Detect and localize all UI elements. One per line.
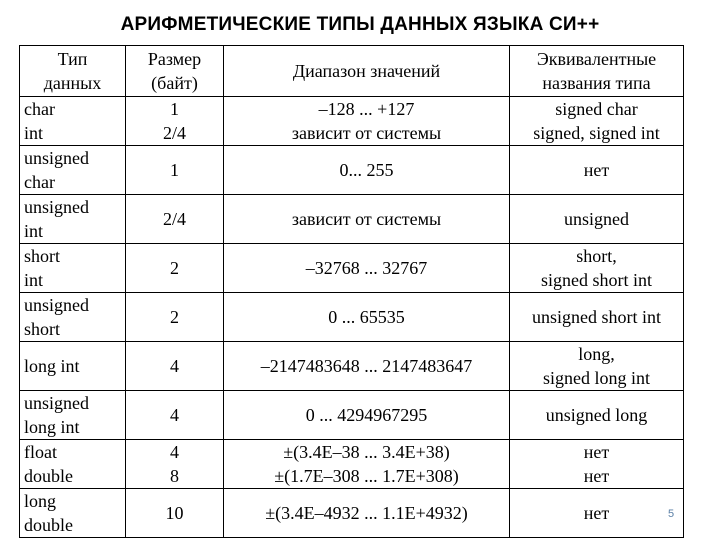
type-name: int bbox=[24, 221, 44, 241]
header-type-cell bbox=[20, 46, 126, 97]
header-range-line: Диапазон значений bbox=[292, 61, 441, 81]
type-cell bbox=[20, 146, 126, 195]
type-name: char bbox=[24, 172, 55, 192]
table-row bbox=[20, 489, 684, 538]
type-name: unsigned bbox=[24, 393, 89, 413]
table-row bbox=[20, 244, 684, 293]
range-value: зависит от системы bbox=[291, 123, 442, 143]
size-value: 1 bbox=[170, 99, 179, 119]
header-equiv-cell bbox=[510, 46, 684, 97]
size-value: 4 bbox=[170, 405, 179, 425]
size-value: 2/4 bbox=[162, 209, 186, 229]
type-cell bbox=[20, 195, 126, 244]
range-cell bbox=[224, 97, 510, 146]
equiv-cell bbox=[510, 489, 684, 538]
header-range-cell bbox=[224, 46, 510, 97]
equiv-cell bbox=[510, 244, 684, 293]
equiv-cell bbox=[510, 97, 684, 146]
table-row bbox=[20, 97, 684, 146]
equiv-cell bbox=[510, 342, 684, 391]
equiv-value: long, bbox=[578, 344, 615, 364]
type-name: double bbox=[24, 515, 73, 535]
type-name: char bbox=[24, 99, 55, 119]
size-cell bbox=[126, 195, 224, 244]
size-value: 10 bbox=[165, 503, 184, 523]
type-cell bbox=[20, 391, 126, 440]
size-cell bbox=[126, 440, 224, 489]
type-name: long int bbox=[24, 417, 80, 437]
range-value: ±(3.4E–4932 ... 1.1E+4932) bbox=[265, 503, 468, 523]
size-cell bbox=[126, 293, 224, 342]
type-name: short bbox=[24, 319, 60, 339]
type-name: int bbox=[24, 270, 44, 290]
header-size-line: (байт) bbox=[151, 73, 198, 93]
header-type-line: данных bbox=[43, 73, 102, 93]
header-equiv-line: Эквивалентные bbox=[536, 49, 657, 69]
header-equiv-line: названия типа bbox=[542, 73, 651, 93]
equiv-value: unsigned long bbox=[545, 405, 648, 425]
type-name: long bbox=[24, 491, 57, 511]
range-cell bbox=[224, 342, 510, 391]
size-value: 8 bbox=[170, 466, 179, 486]
size-value: 4 bbox=[170, 356, 179, 376]
equiv-cell bbox=[510, 391, 684, 440]
size-cell bbox=[126, 244, 224, 293]
data-types-table bbox=[19, 45, 684, 538]
size-value: 1 bbox=[170, 160, 179, 180]
equiv-value: signed long int bbox=[543, 368, 650, 388]
type-name: double bbox=[24, 466, 73, 486]
range-cell bbox=[224, 391, 510, 440]
equiv-cell bbox=[510, 195, 684, 244]
equiv-value: нет bbox=[583, 442, 610, 462]
size-cell bbox=[126, 146, 224, 195]
range-cell bbox=[224, 440, 510, 489]
table-row bbox=[20, 440, 684, 489]
equiv-cell bbox=[510, 440, 684, 489]
type-name: int bbox=[24, 123, 44, 143]
type-name: long int bbox=[24, 356, 80, 376]
slide-title: АРИФМЕТИЧЕСКИЕ ТИПЫ ДАННЫХ ЯЗЫКА СИ++ bbox=[120, 14, 600, 35]
range-cell bbox=[224, 195, 510, 244]
range-value: 0 ... 4294967295 bbox=[305, 405, 428, 425]
size-value: 2 bbox=[170, 258, 179, 278]
size-value: 4 bbox=[170, 442, 179, 462]
table-row bbox=[20, 195, 684, 244]
range-cell bbox=[224, 244, 510, 293]
equiv-value: нет bbox=[583, 466, 610, 486]
type-name: unsigned bbox=[24, 197, 89, 217]
header-size-cell bbox=[126, 46, 224, 97]
type-name: short bbox=[24, 246, 60, 266]
range-value: –128 ... +127 bbox=[318, 99, 415, 119]
equiv-value: нет bbox=[583, 160, 610, 180]
equiv-value: short, bbox=[576, 246, 617, 266]
equiv-value: unsigned short int bbox=[532, 307, 661, 327]
range-value: –32768 ... 32767 bbox=[305, 258, 428, 278]
range-value: 0... 255 bbox=[339, 160, 394, 180]
size-cell bbox=[126, 97, 224, 146]
range-value: ±(3.4E–38 ... 3.4E+38) bbox=[283, 442, 450, 462]
size-value: 2/4 bbox=[162, 123, 186, 143]
page-number: 5 bbox=[668, 508, 675, 520]
range-value: –2147483648 ... 2147483647 bbox=[260, 356, 473, 376]
equiv-value: signed char bbox=[555, 99, 638, 119]
range-value: ±(1.7E–308 ... 1.7E+308) bbox=[274, 466, 459, 486]
header-row bbox=[20, 46, 684, 97]
table-row bbox=[20, 342, 684, 391]
type-cell bbox=[20, 293, 126, 342]
equiv-cell bbox=[510, 146, 684, 195]
type-name: unsigned bbox=[24, 295, 89, 315]
header-type-line: Тип bbox=[57, 49, 88, 69]
type-cell bbox=[20, 440, 126, 489]
size-value: 2 bbox=[170, 307, 179, 327]
size-cell bbox=[126, 391, 224, 440]
type-cell bbox=[20, 97, 126, 146]
size-cell bbox=[126, 489, 224, 538]
table-row bbox=[20, 293, 684, 342]
range-cell bbox=[224, 146, 510, 195]
header-size-line: Размер bbox=[147, 49, 202, 69]
range-cell bbox=[224, 489, 510, 538]
range-cell bbox=[224, 293, 510, 342]
table-row bbox=[20, 146, 684, 195]
type-name: float bbox=[24, 442, 57, 462]
equiv-value: signed short int bbox=[541, 270, 652, 290]
equiv-value: unsigned bbox=[564, 209, 629, 229]
equiv-cell bbox=[510, 293, 684, 342]
size-cell bbox=[126, 342, 224, 391]
table-row bbox=[20, 391, 684, 440]
type-cell bbox=[20, 244, 126, 293]
range-value: зависит от системы bbox=[291, 209, 442, 229]
range-value: 0 ... 65535 bbox=[328, 307, 405, 327]
type-name: unsigned bbox=[24, 148, 89, 168]
equiv-value: нет bbox=[583, 503, 610, 523]
type-cell bbox=[20, 489, 126, 538]
equiv-value: signed, signed int bbox=[533, 123, 660, 143]
type-cell bbox=[20, 342, 126, 391]
